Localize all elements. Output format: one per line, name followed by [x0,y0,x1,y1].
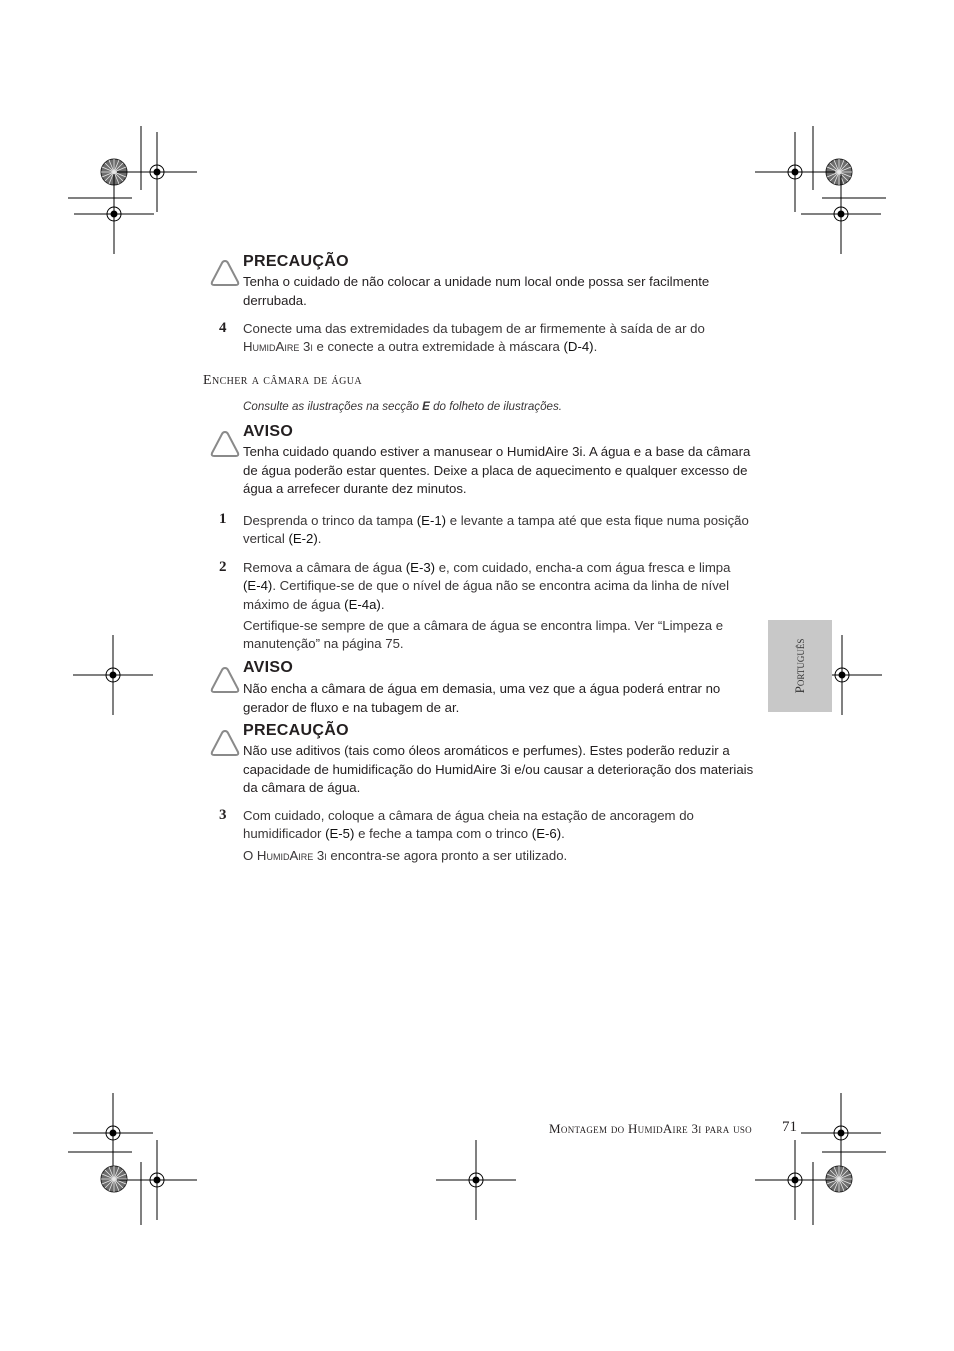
page-number: 71 [782,1119,797,1135]
step-number: 4 [219,320,227,336]
language-label: Português [792,638,807,694]
caution-text: Tenha o cuidado de não colocar a unidade num local onde possa ser facilmente derrubada. [243,274,710,308]
step-3-text: Com cuidado, coloque a câmara de água cheia na estação de ancoragem do humidificador (E-5) e feche a tampa com o trinco (E-6). [243,808,694,842]
warning-text: Não encha a câmara de água em demasia, uma vez que a água poderá entrar no gerador de fluxo e na tubagem de ar. [243,681,721,715]
language-side-tab [768,620,832,712]
caution-triangle-icon [210,258,240,288]
warning-text: Tenha cuidado quando estiver a manusear o HumidAire 3i. A água e a base da câmara de água poderão estar quentes. Deixe a placa de aquecimento e qualquer excesso de água a arrefecer durante dez minutos. [243,444,751,497]
step-number: 3 [219,807,227,823]
step-4-text: Conecte uma das extremidades da tubagem de ar firmemente à saída de ar do HumidAire 3i e conecte a outra extremidade à máscara (D-4). [243,321,705,355]
warning-heading: AVISO [243,659,294,676]
footer-section-title: Montagem do HumidAire 3i para uso [549,1121,752,1136]
step-3-result: O HumidAire 3i encontra-se agora pronto a ser utilizado. [243,848,568,863]
illustration-note: Consulte as ilustrações na secção E do folheto de ilustrações. [243,400,563,413]
warning-triangle-icon [210,665,240,695]
section-title: Encher a câmara de água [203,373,362,388]
caution-triangle-icon [210,728,240,758]
warning-triangle-icon [210,429,240,459]
caution-heading: PRECAUÇÃO [243,722,349,739]
product-name: HumidAire 3i [243,339,313,355]
step-number: 1 [219,511,227,527]
step-1-text: Desprenda o trinco da tampa (E-1) e levante a tampa até que esta fique numa posição vertical (E-2). [243,513,749,547]
step-number: 2 [219,559,227,575]
caution-text: Não use aditivos (tais como óleos aromáticos e perfumes). Estes poderão reduzir a capacidade de humidificação do HumidAire 3i e/ou causar a deterioração dos materiais da câmara de água. [243,743,754,796]
step-2-note: Certifique-se sempre de que a câmara de água se encontra limpa. Ver “Limpeza e manutenção” na página 75. [243,618,724,652]
step-2-text: Remova a câmara de água (E-3) e, com cuidado, encha-a com água fresca e limpa (E-4). Certifique-se de que o nível de água não se encontra acima da linha de nível máximo de água (E-4a). [243,560,731,612]
caution-heading: PRECAUÇÃO [243,253,349,270]
warning-heading: AVISO [243,423,294,440]
illustration-reference: (D-4) [563,339,594,355]
